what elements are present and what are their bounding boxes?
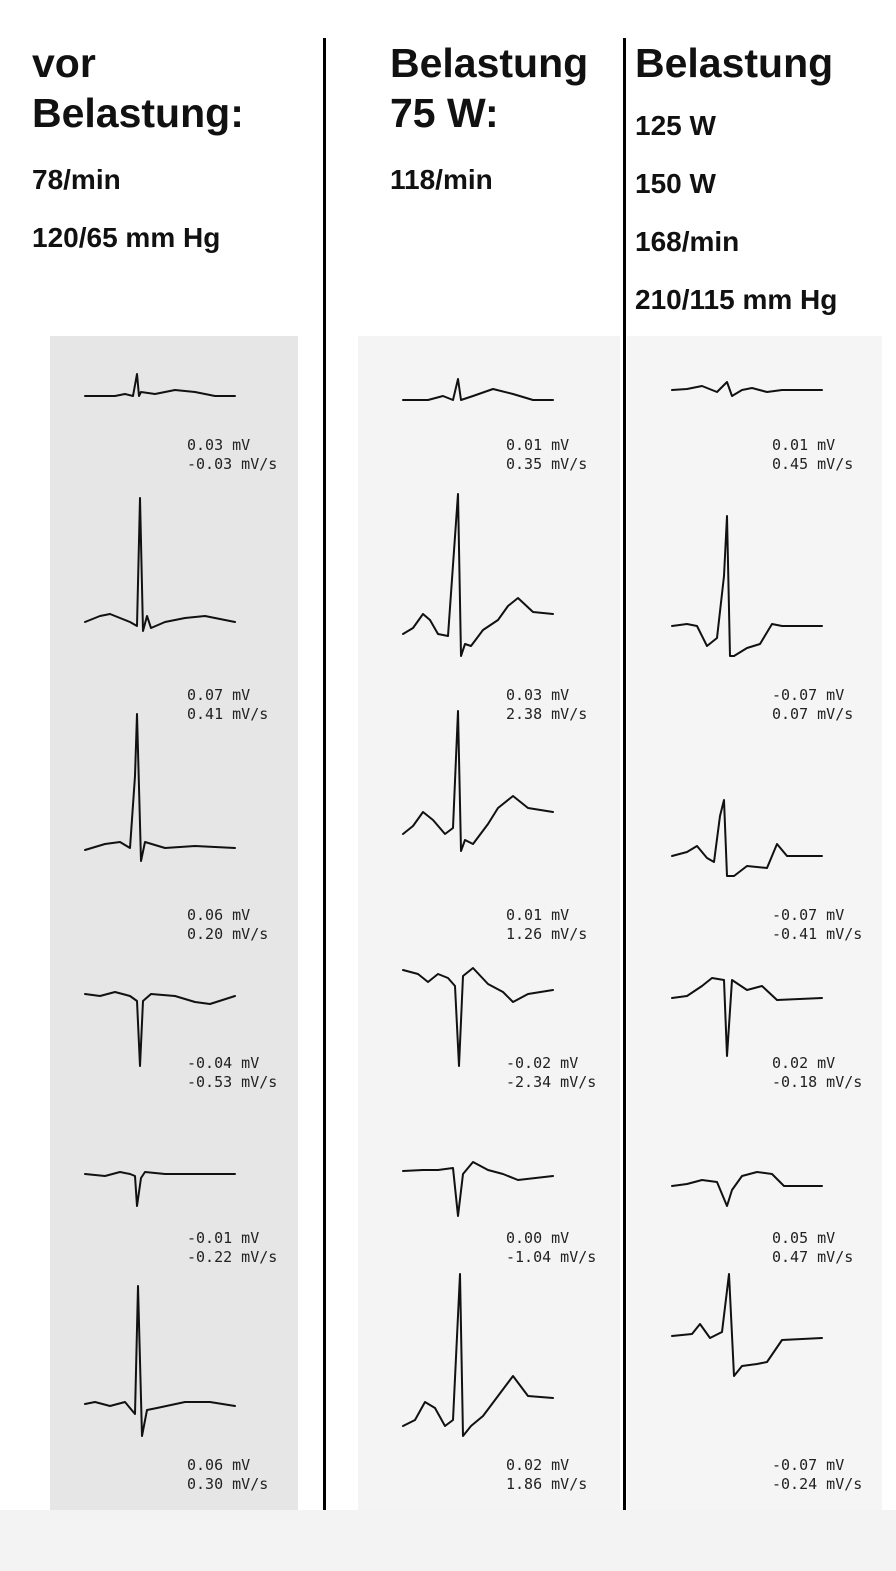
amplitude-value: 0.02 mV — [772, 1054, 836, 1072]
column-3-heart-rate: 168/min — [635, 226, 740, 257]
ecg-trace-c3-lead-1 — [667, 344, 827, 404]
ecg-trace-c1-lead-6 — [80, 1276, 240, 1436]
ecg-panel-column-2 — [358, 336, 620, 1510]
measurement-c3-lead-1 — [772, 436, 853, 474]
column-2-title-line-2: 75 W: — [390, 90, 499, 136]
ecg-trace-c1-lead-1 — [80, 344, 240, 404]
amplitude-value: -0.07 mV — [772, 686, 845, 704]
ecg-waveform — [85, 1172, 235, 1206]
amplitude-value: 0.06 mV — [187, 906, 251, 924]
measurement-c1-lead-1 — [187, 436, 277, 474]
slope-value: 0.35 mV/s — [506, 455, 588, 473]
measurement-c2-lead-6 — [506, 1456, 587, 1494]
ecg-trace-c1-lead-3 — [80, 716, 240, 856]
ecg-waveform — [672, 516, 822, 656]
ecg-trace-c2-lead-5 — [398, 1146, 558, 1236]
slope-value: 1.86 mV/s — [506, 1475, 588, 1493]
amplitude-value: 0.06 mV — [187, 1456, 251, 1474]
ecg-panel-column-1 — [50, 336, 298, 1510]
slope-value: -0.24 mV/s — [772, 1475, 863, 1493]
column-3-load-1: 125 W — [635, 110, 716, 141]
slope-value: 0.07 mV/s — [772, 705, 854, 723]
column-2-header — [390, 38, 588, 200]
measurement-c2-lead-3 — [506, 906, 587, 944]
slope-value: 0.47 mV/s — [772, 1248, 854, 1266]
measurement-c3-lead-4 — [772, 1054, 862, 1092]
ecg-trace-c1-lead-2 — [80, 496, 240, 656]
amplitude-value: 0.01 mV — [772, 436, 836, 454]
column-3-load-2: 150 W — [635, 168, 716, 199]
measurement-c3-lead-3 — [772, 906, 862, 944]
ecg-trace-c3-lead-3 — [667, 716, 827, 856]
amplitude-value: 0.02 mV — [506, 1456, 570, 1474]
ecg-waveform — [672, 1172, 822, 1206]
column-divider-2 — [623, 38, 626, 1510]
measurement-c1-lead-4 — [187, 1054, 277, 1092]
amplitude-value: -0.07 mV — [772, 906, 845, 924]
ecg-waveform — [85, 1286, 235, 1436]
slope-value: -0.41 mV/s — [772, 925, 863, 943]
ecg-trace-c1-lead-5 — [80, 1146, 240, 1236]
amplitude-value: 0.01 mV — [506, 906, 570, 924]
amplitude-value: -0.02 mV — [506, 1054, 579, 1072]
measurement-c1-lead-6 — [187, 1456, 268, 1494]
slope-value: 0.45 mV/s — [772, 455, 854, 473]
ecg-waveform — [403, 494, 553, 656]
ecg-trace-c2-lead-1 — [398, 344, 558, 404]
ecg-waveform — [672, 800, 822, 876]
slope-value: 1.26 mV/s — [506, 925, 588, 943]
column-2-title-line-1: Belastung — [390, 40, 589, 86]
slope-value: -1.04 mV/s — [506, 1248, 597, 1266]
amplitude-value: -0.07 mV — [772, 1456, 845, 1474]
measurement-c2-lead-5 — [506, 1229, 596, 1267]
slope-value: 2.38 mV/s — [506, 705, 588, 723]
slope-value: -0.18 mV/s — [772, 1073, 863, 1091]
amplitude-value: 0.07 mV — [187, 686, 251, 704]
column-1-title-line-1: vor — [32, 40, 96, 86]
ecg-trace-c2-lead-6 — [398, 1276, 558, 1436]
ecg-waveform — [672, 978, 822, 1056]
ecg-waveform — [403, 1162, 553, 1216]
slope-value: 0.20 mV/s — [187, 925, 269, 943]
column-3-header — [635, 38, 837, 320]
amplitude-value: -0.04 mV — [187, 1054, 260, 1072]
column-divider-1 — [323, 38, 326, 1510]
ecg-trace-c3-lead-2 — [667, 496, 827, 656]
ecg-waveform — [403, 968, 553, 1066]
ecg-waveform — [85, 374, 235, 396]
amplitude-value: 0.05 mV — [772, 1229, 836, 1247]
column-3-blood-pressure: 210/115 mm Hg — [635, 284, 838, 315]
ecg-waveform — [403, 1274, 553, 1436]
slope-value: -2.34 mV/s — [506, 1073, 597, 1091]
amplitude-value: 0.00 mV — [506, 1229, 570, 1247]
amplitude-value: -0.01 mV — [187, 1229, 260, 1247]
column-1-heart-rate: 78/min — [32, 164, 121, 195]
column-1-header — [32, 38, 244, 258]
measurement-c1-lead-5 — [187, 1229, 277, 1267]
measurement-c1-lead-3 — [187, 906, 268, 944]
measurement-c2-lead-1 — [506, 436, 587, 474]
ecg-trace-c3-lead-6 — [667, 1276, 827, 1436]
measurement-c3-lead-6 — [772, 1456, 862, 1494]
ecg-waveform — [672, 1274, 822, 1376]
measurement-c3-lead-5 — [772, 1229, 853, 1267]
slope-value: -0.53 mV/s — [187, 1073, 278, 1091]
amplitude-value: 0.03 mV — [187, 436, 251, 454]
ecg-waveform — [403, 711, 553, 851]
ecg-waveform — [403, 379, 553, 400]
ecg-waveform — [672, 382, 822, 396]
ecg-waveform — [85, 498, 235, 631]
ecg-waveform — [85, 714, 235, 861]
ecg-trace-c2-lead-2 — [398, 496, 558, 656]
amplitude-value: 0.01 mV — [506, 436, 570, 454]
slope-value: 0.41 mV/s — [187, 705, 269, 723]
column-2-heart-rate: 118/min — [390, 164, 493, 195]
column-3-title-line-1: Belastung — [635, 40, 834, 86]
column-1-title-line-2: Belastung: — [32, 90, 244, 136]
slope-value: -0.03 mV/s — [187, 455, 278, 473]
slope-value: 0.30 mV/s — [187, 1475, 269, 1493]
column-1-blood-pressure: 120/65 mm Hg — [32, 222, 221, 253]
amplitude-value: 0.03 mV — [506, 686, 570, 704]
ecg-trace-c2-lead-3 — [398, 716, 558, 856]
slope-value: -0.22 mV/s — [187, 1248, 278, 1266]
measurement-c2-lead-4 — [506, 1054, 596, 1092]
ecg-trace-c3-lead-5 — [667, 1146, 827, 1236]
ecg-panel-column-3 — [627, 336, 882, 1510]
